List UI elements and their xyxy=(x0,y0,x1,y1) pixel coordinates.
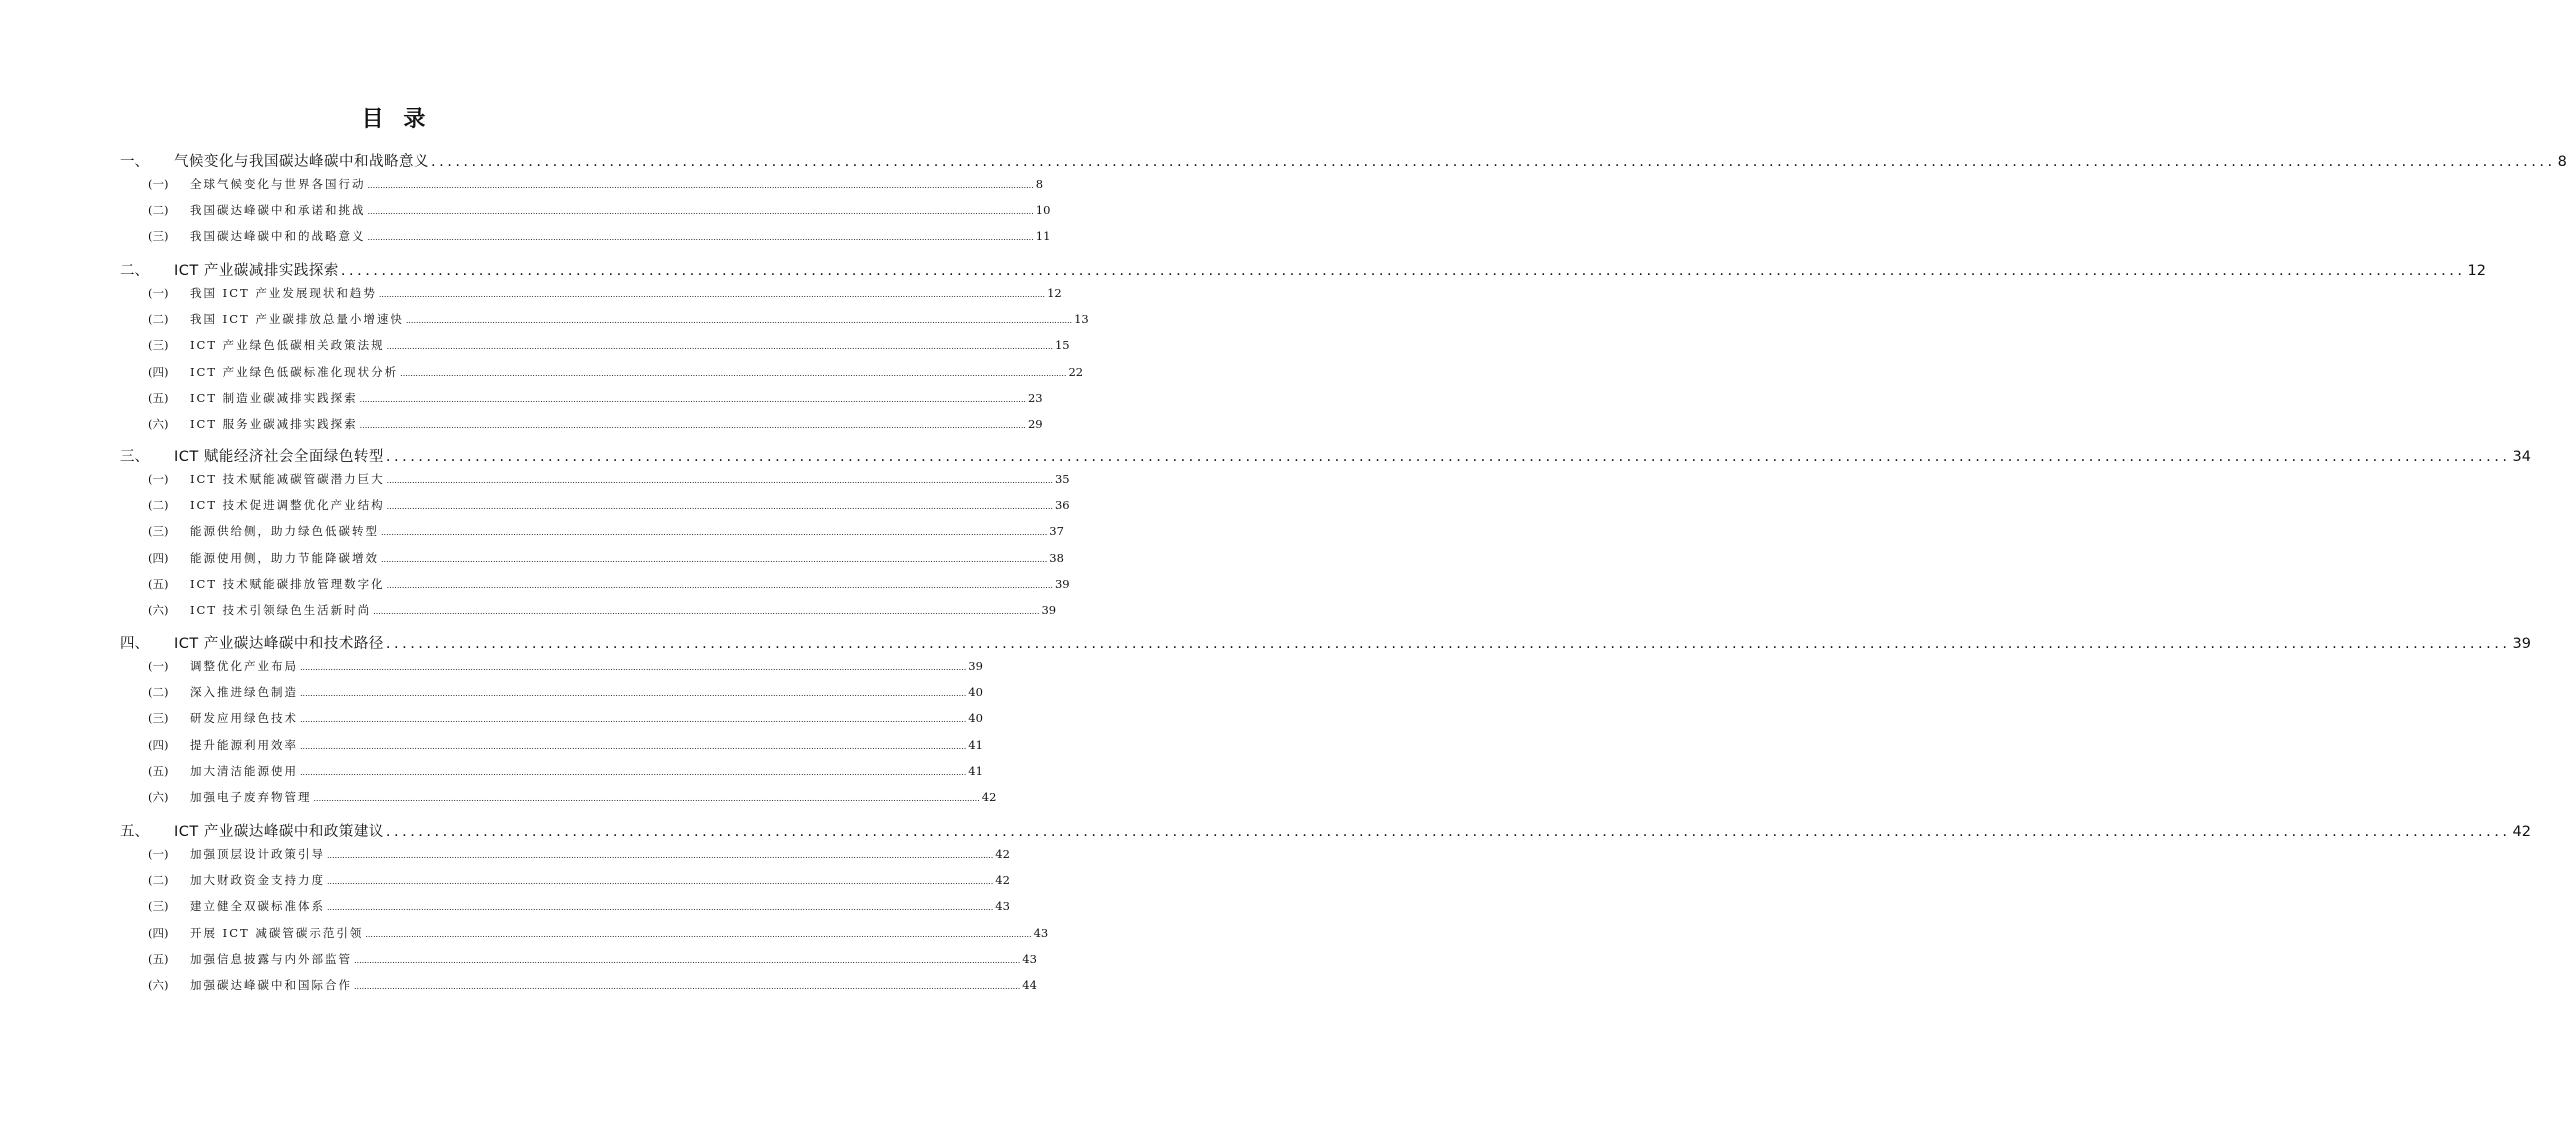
page-number: 42 xyxy=(2512,824,2531,840)
page-number: 42 xyxy=(981,790,997,804)
subsection-title: 我国 ICT 产业碳排放总量小增速快 xyxy=(190,312,404,327)
page-number: 40 xyxy=(968,685,983,700)
subsection-number: (六) xyxy=(148,790,169,804)
subsection-number: (四) xyxy=(148,737,169,752)
dot-leader: ...................................................................................................................................................................................................................................................................... xyxy=(381,528,1048,538)
dot-leader: ...................................................................................................................................................................................................................................................................... xyxy=(386,502,1053,512)
subsection-title: 研发应用绿色技术 xyxy=(190,711,298,726)
page-number: 43 xyxy=(1022,951,1037,966)
dot-leader: ...................................................................................................................................................................................................................................................................... xyxy=(386,580,1053,590)
toc-subsection-entry[interactable] xyxy=(148,710,983,726)
toc-subsection-entry[interactable] xyxy=(148,390,1043,406)
dot-leader: ...................................................................................................................................................................................................................................................................... xyxy=(381,554,1048,564)
toc-subsection-entry[interactable] xyxy=(148,763,983,779)
dot-leader: ...................................................................................................................................................................................................................................................................... xyxy=(367,207,1034,217)
toc-subsection-entry[interactable] xyxy=(148,925,1049,941)
subsection-number: (二) xyxy=(148,203,169,218)
toc-subsection-entry[interactable] xyxy=(148,523,1064,539)
subsection-title: ICT 技术引领绿色生活新时尚 xyxy=(190,603,372,617)
subsection-title: 加大财政资金支持力度 xyxy=(190,873,325,888)
page-number: 11 xyxy=(1035,229,1051,244)
toc-subsection-entry[interactable] xyxy=(148,576,1070,592)
subsection-number: (五) xyxy=(148,576,169,591)
subsection-title: ICT 技术赋能碳排放管理数字化 xyxy=(190,576,385,591)
subsection-title: 调整优化产业布局 xyxy=(190,659,298,673)
page-number: 23 xyxy=(1027,390,1043,405)
page-number: 15 xyxy=(1054,338,1070,353)
page-number: 41 xyxy=(968,763,983,778)
subsection-title: 能源供给侧，助力绿色低碳转型 xyxy=(190,524,379,539)
subsection-number: (四) xyxy=(148,364,169,379)
subsection-number: (二) xyxy=(148,498,169,513)
toc-subsection-entry[interactable] xyxy=(148,311,1089,327)
subsection-number: (一) xyxy=(148,286,169,300)
page-number: 44 xyxy=(1022,978,1037,992)
page-number: 8 xyxy=(1035,177,1044,191)
toc-subsection-entry[interactable] xyxy=(148,416,1043,432)
toc-subsection-entry[interactable] xyxy=(148,202,1051,218)
subsection-number: (三) xyxy=(148,899,169,914)
dot-leader: ...................................................................................................................................................................................................................................................................... xyxy=(300,689,967,699)
subsection-title: ICT 产业绿色低碳相关政策法规 xyxy=(190,338,385,353)
subsection-number: (二) xyxy=(148,873,169,888)
subsection-number: (五) xyxy=(148,763,169,778)
dot-leader: ...................................................................................................................................................................................................................................................................... xyxy=(327,903,994,913)
subsection-title: 提升能源利用效率 xyxy=(190,737,298,752)
page-number: 39 xyxy=(1041,603,1057,617)
toc-subsection-entry[interactable] xyxy=(148,364,1084,380)
page-number: 13 xyxy=(1074,312,1089,327)
toc-subsection-entry[interactable] xyxy=(148,872,1010,888)
page-number: 37 xyxy=(1049,524,1064,539)
toc-subsection-entry[interactable] xyxy=(148,550,1064,566)
page-number: 41 xyxy=(968,737,983,752)
toc-subsection-entry[interactable] xyxy=(148,176,1044,192)
subsection-title: 开展 ICT 减碳管碳示范引领 xyxy=(190,925,364,940)
toc-subsection-entry[interactable] xyxy=(148,898,1010,914)
subsection-title: 加强信息披露与内外部监管 xyxy=(190,951,352,966)
subsection-title: 加强顶层设计政策引导 xyxy=(190,847,325,861)
section-title: 气候变化与我国碳达峰碳中和战略意义 xyxy=(174,154,429,170)
dot-leader: ...................................................................................................................................................................................................................................................................... xyxy=(367,181,1034,190)
page-number: 43 xyxy=(1033,925,1049,940)
dot-leader: ...................................................................................................................................................................................................................................................................... xyxy=(359,421,1026,430)
page-number: 39 xyxy=(968,659,983,673)
dot-leader: ...................................................................................................................................................................................................................................................................... xyxy=(378,290,1046,299)
dot-leader: ...................................................................................................................................................................................................................................................................... xyxy=(300,741,967,751)
dot-leader: ...................................................................................................................................................................................................................................................................... xyxy=(340,263,2466,279)
subsection-number: (五) xyxy=(148,390,169,405)
dot-leader: ...................................................................................................................................................................................................................................................................... xyxy=(354,982,1021,991)
subsection-title: 深入推进绿色制造 xyxy=(190,685,298,700)
toc-subsection-entry[interactable] xyxy=(148,789,997,805)
dot-leader: ...................................................................................................................................................................................................................................................................... xyxy=(300,715,967,725)
subsection-number: (五) xyxy=(148,951,169,966)
page-number: 12 xyxy=(2467,263,2486,279)
dot-leader: ...................................................................................................................................................................................................................................................................... xyxy=(385,636,2511,652)
subsection-title: 我国碳达峰碳中和承诺和挑战 xyxy=(190,203,366,218)
toc-subsection-entry[interactable] xyxy=(148,846,1010,862)
toc-section-entry[interactable] xyxy=(120,150,2567,171)
dot-leader: ...................................................................................................................................................................................................................................................................... xyxy=(313,794,980,803)
subsection-number: (四) xyxy=(148,550,169,565)
subsection-number: (六) xyxy=(148,417,169,431)
subsection-title: ICT 产业绿色低碳标准化现状分析 xyxy=(190,364,399,379)
toc-section-entry[interactable] xyxy=(120,445,2531,466)
toc-title: 目 录 xyxy=(361,107,432,132)
dot-leader: ...................................................................................................................................................................................................................................................................... xyxy=(405,316,1073,326)
toc-subsection-entry[interactable] xyxy=(148,285,1062,301)
page-number: 39 xyxy=(1054,576,1070,591)
page-number: 35 xyxy=(1054,472,1070,486)
subsection-title: ICT 技术赋能减碳管碳潜力巨大 xyxy=(190,472,385,486)
dot-leader: ...................................................................................................................................................................................................................................................................... xyxy=(327,877,994,887)
page-number: 8 xyxy=(2557,154,2567,170)
dot-leader: ...................................................................................................................................................................................................................................................................... xyxy=(400,368,1067,378)
dot-leader: ...................................................................................................................................................................................................................................................................... xyxy=(300,767,967,777)
section-number: 三、 xyxy=(120,449,149,465)
page-number: 29 xyxy=(1027,417,1043,431)
subsection-title: 建立健全双碳标准体系 xyxy=(190,899,325,914)
subsection-number: (六) xyxy=(148,603,169,617)
dot-leader: ...................................................................................................................................................................................................................................................................... xyxy=(300,663,967,672)
subsection-title: ICT 制造业碳减排实践探索 xyxy=(190,390,358,405)
subsection-number: (三) xyxy=(148,229,169,244)
toc-section-entry[interactable] xyxy=(120,259,2486,280)
dot-leader: ...................................................................................................................................................................................................................................................................... xyxy=(354,955,1021,965)
toc-subsection-entry[interactable] xyxy=(148,497,1070,513)
subsection-number: (二) xyxy=(148,312,169,327)
page-number: 39 xyxy=(2512,636,2531,652)
toc-subsection-entry[interactable] xyxy=(148,228,1051,244)
page-number: 40 xyxy=(968,711,983,726)
dot-leader: ...................................................................................................................................................................................................................................................................... xyxy=(385,824,2511,840)
subsection-title: 加强电子废弃物管理 xyxy=(190,790,312,804)
subsection-title: 能源使用侧，助力节能降碳增效 xyxy=(190,550,379,565)
toc-subsection-entry[interactable] xyxy=(148,684,983,700)
subsection-title: 我国碳达峰碳中和的战略意义 xyxy=(190,229,366,244)
page-number: 42 xyxy=(995,873,1010,888)
subsection-number: (一) xyxy=(148,177,169,191)
dot-leader: ...................................................................................................................................................................................................................................................................... xyxy=(373,607,1040,616)
dot-leader: ...................................................................................................................................................................................................................................................................... xyxy=(431,154,2556,170)
dot-leader: ...................................................................................................................................................................................................................................................................... xyxy=(367,233,1034,243)
subsection-title: 我国 ICT 产业发展现状和趋势 xyxy=(190,286,377,300)
subsection-number: (一) xyxy=(148,472,169,486)
subsection-number: (三) xyxy=(148,338,169,353)
section-number: 四、 xyxy=(120,636,149,652)
toc-subsection-entry[interactable] xyxy=(148,658,983,674)
dot-leader: ...................................................................................................................................................................................................................................................................... xyxy=(365,929,1032,939)
subsection-title: ICT 服务业碳减排实践探索 xyxy=(190,417,358,431)
page-number: 36 xyxy=(1054,498,1070,513)
subsection-number: (四) xyxy=(148,925,169,940)
toc-subsection-entry[interactable] xyxy=(148,737,983,753)
subsection-title: ICT 技术促进调整优化产业结构 xyxy=(190,498,385,513)
section-title: ICT 产业碳达峰碳中和技术路径 xyxy=(174,636,384,652)
section-title: ICT 产业碳减排实践探索 xyxy=(174,263,339,279)
toc-subsection-entry[interactable] xyxy=(148,602,1057,618)
section-title: ICT 赋能经济社会全面绿色转型 xyxy=(174,449,384,465)
toc-subsection-entry[interactable] xyxy=(148,471,1070,487)
page-number: 22 xyxy=(1068,364,1084,379)
toc-section-entry[interactable] xyxy=(120,820,2531,841)
dot-leader: ...................................................................................................................................................................................................................................................................... xyxy=(327,851,994,860)
dot-leader: ...................................................................................................................................................................................................................................................................... xyxy=(386,342,1053,352)
section-number: 一、 xyxy=(120,154,149,170)
page-number: 38 xyxy=(1049,550,1064,565)
subsection-number: (三) xyxy=(148,524,169,539)
subsection-number: (六) xyxy=(148,978,169,992)
page-number: 43 xyxy=(995,899,1010,914)
subsection-title: 加强碳达峰碳中和国际合作 xyxy=(190,978,352,992)
toc-subsection-entry[interactable] xyxy=(148,337,1070,353)
dot-leader: ...................................................................................................................................................................................................................................................................... xyxy=(386,476,1053,485)
page-number: 42 xyxy=(995,847,1010,861)
section-title: ICT 产业碳达峰碳中和政策建议 xyxy=(174,824,384,840)
dot-leader: ...................................................................................................................................................................................................................................................................... xyxy=(359,394,1026,404)
section-number: 五、 xyxy=(120,824,149,840)
page-number: 12 xyxy=(1047,286,1062,300)
subsection-number: (二) xyxy=(148,685,169,700)
dot-leader: ...................................................................................................................................................................................................................................................................... xyxy=(385,449,2511,465)
subsection-number: (一) xyxy=(148,659,169,673)
page-number: 10 xyxy=(1035,203,1051,218)
toc-subsection-entry[interactable] xyxy=(148,951,1037,967)
section-number: 二、 xyxy=(120,263,149,279)
toc-section-entry[interactable] xyxy=(120,632,2531,653)
subsection-title: 加大清洁能源使用 xyxy=(190,763,298,778)
subsection-number: (一) xyxy=(148,847,169,861)
subsection-number: (三) xyxy=(148,711,169,726)
toc-subsection-entry[interactable] xyxy=(148,977,1037,993)
page-number: 34 xyxy=(2512,449,2531,465)
subsection-title: 全球气候变化与世界各国行动 xyxy=(190,177,366,191)
